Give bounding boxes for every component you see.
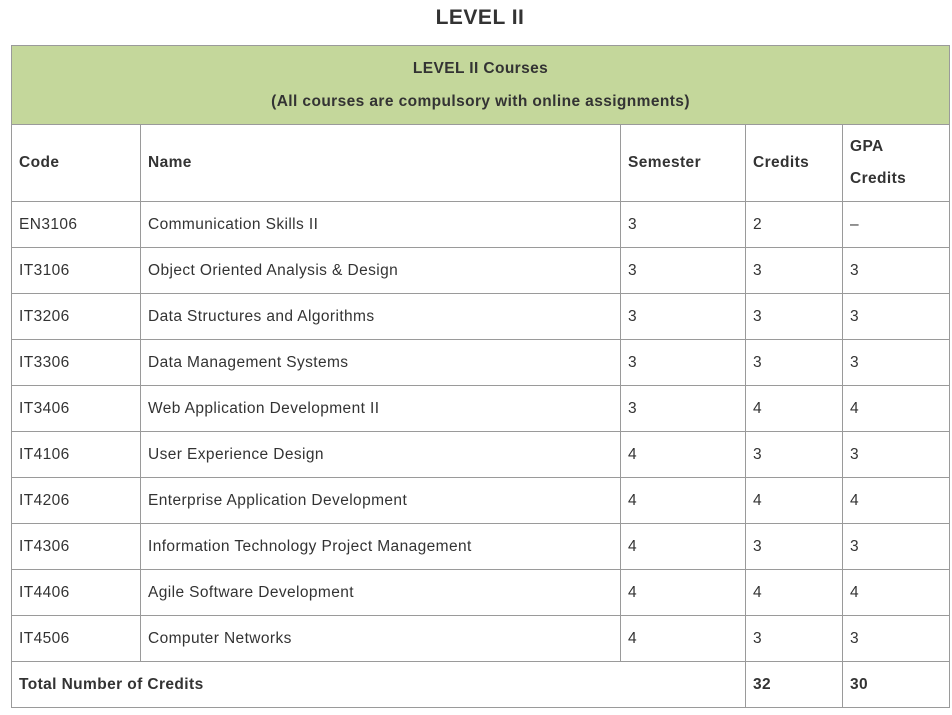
course-gpa-credits: 3: [843, 248, 950, 294]
caption-row: [12, 46, 950, 125]
course-gpa-credits: 3: [843, 524, 950, 570]
column-header-name: Name: [141, 125, 621, 202]
course-code: IT4506: [12, 616, 141, 662]
course-credits: 3: [746, 248, 843, 294]
course-semester: 3: [621, 202, 746, 248]
course-code: IT3206: [12, 294, 141, 340]
course-credits: 3: [746, 432, 843, 478]
course-code: IT4406: [12, 570, 141, 616]
course-gpa-credits: 4: [843, 570, 950, 616]
course-semester: 4: [621, 478, 746, 524]
course-gpa-credits: 3: [843, 340, 950, 386]
course-name: Web Application Development II: [141, 386, 621, 432]
course-code: IT3406: [12, 386, 141, 432]
course-gpa-credits: 4: [843, 478, 950, 524]
table-caption: [12, 46, 950, 125]
course-semester: 4: [621, 432, 746, 478]
total-label: Total Number of Credits: [12, 662, 746, 708]
course-semester: 3: [621, 386, 746, 432]
course-name: Enterprise Application Development: [141, 478, 621, 524]
course-code: IT4206: [12, 478, 141, 524]
course-semester: 4: [621, 524, 746, 570]
total-gpa-credits: 30: [843, 662, 950, 708]
table-row: [12, 478, 950, 524]
course-name: Data Structures and Algorithms: [141, 294, 621, 340]
gpa-header-line-1: GPA: [850, 138, 884, 155]
course-gpa-credits: 3: [843, 616, 950, 662]
course-credits: 4: [746, 570, 843, 616]
table-row: [12, 570, 950, 616]
course-name: Computer Networks: [141, 616, 621, 662]
course-credits: 3: [746, 340, 843, 386]
column-header-semester: Semester: [621, 125, 746, 202]
course-credits: 3: [746, 616, 843, 662]
course-code: IT3306: [12, 340, 141, 386]
course-gpa-credits: 3: [843, 294, 950, 340]
column-header-credits: Credits: [746, 125, 843, 202]
caption-subtitle: (All courses are compulsory with online assignments): [271, 93, 690, 110]
course-credits: 4: [746, 478, 843, 524]
table-row: [12, 432, 950, 478]
column-header-code: Code: [12, 125, 141, 202]
course-name: Agile Software Development: [141, 570, 621, 616]
course-name: Information Technology Project Management: [141, 524, 621, 570]
page-title: LEVEL II: [435, 6, 525, 29]
table-row: [12, 294, 950, 340]
course-name: Data Management Systems: [141, 340, 621, 386]
course-semester: 4: [621, 616, 746, 662]
course-name: User Experience Design: [141, 432, 621, 478]
caption-title: LEVEL II Courses: [412, 60, 549, 77]
table-row: [12, 340, 950, 386]
course-credits: 3: [746, 524, 843, 570]
course-semester: 3: [621, 248, 746, 294]
course-gpa-credits: 3: [843, 432, 950, 478]
course-code: IT4306: [12, 524, 141, 570]
course-gpa-credits: 4: [843, 386, 950, 432]
table-row: [12, 202, 950, 248]
course-credits: 2: [746, 202, 843, 248]
course-code: IT3106: [12, 248, 141, 294]
course-semester: 4: [621, 570, 746, 616]
table-row: [12, 386, 950, 432]
course-name: Object Oriented Analysis & Design: [141, 248, 621, 294]
total-row: [12, 662, 950, 708]
course-semester: 3: [621, 294, 746, 340]
gpa-header-line-2: Credits: [850, 170, 907, 187]
table-row: [12, 616, 950, 662]
courses-table: [11, 45, 950, 708]
course-gpa-credits: –: [843, 202, 950, 248]
total-credits: 32: [746, 662, 843, 708]
column-header-gpa-credits: [843, 125, 950, 202]
course-semester: 3: [621, 340, 746, 386]
table-row: [12, 524, 950, 570]
course-code: IT4106: [12, 432, 141, 478]
course-name: Communication Skills II: [141, 202, 621, 248]
header-row: [12, 125, 950, 202]
course-credits: 4: [746, 386, 843, 432]
course-credits: 3: [746, 294, 843, 340]
course-code: EN3106: [12, 202, 141, 248]
table-row: [12, 248, 950, 294]
